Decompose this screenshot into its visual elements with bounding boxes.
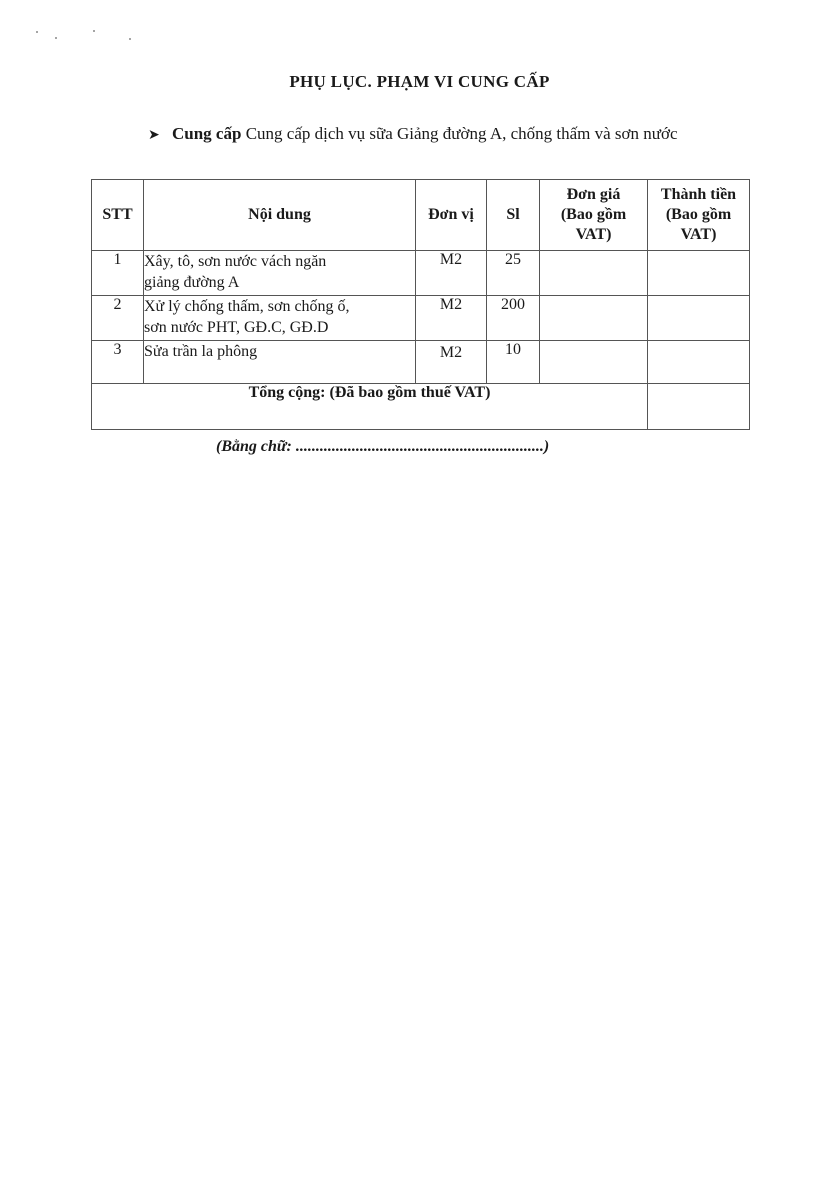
header-don-gia-line: Đơn giá [566, 186, 621, 203]
cell-don-gia [540, 341, 648, 384]
scope-table [91, 179, 750, 430]
header-thanh-tien-line: VAT) [680, 226, 717, 243]
header-noi-dung: Nội dung [144, 180, 416, 251]
supply-line [148, 124, 678, 144]
header-don-gia-line: (Bao gồm [560, 206, 627, 223]
total-label: Tổng cộng: (Đã bao gồm thuế VAT) [92, 384, 648, 430]
table-header-row [92, 180, 750, 251]
cell-total-value [648, 384, 750, 430]
scan-speck [36, 31, 38, 33]
cell-stt: 1 [92, 251, 144, 296]
scan-speck [129, 38, 131, 40]
cell-noi-dung [144, 251, 416, 296]
header-thanh-tien-line: Thành tiền [660, 186, 737, 203]
cell-thanh-tien [648, 341, 750, 384]
arrow-bullet-icon: ➤ [148, 128, 160, 143]
cell-stt: 3 [92, 341, 144, 384]
header-thanh-tien-line: (Bao gồm [665, 206, 732, 223]
table-row [92, 251, 750, 296]
cell-thanh-tien [648, 251, 750, 296]
cell-noi-dung-line: sơn nước PHT, GĐ.C, GĐ.D [144, 319, 329, 336]
page-title: PHỤ LỤC. PHẠM VI CUNG CẤP [289, 72, 550, 91]
cell-stt: 2 [92, 296, 144, 341]
cell-thanh-tien [648, 296, 750, 341]
cell-noi-dung [144, 296, 416, 341]
cell-don-gia [540, 251, 648, 296]
scan-speck [55, 37, 57, 39]
table-total-row [92, 384, 750, 430]
cell-sl: 25 [487, 251, 540, 296]
cell-noi-dung-line: Xây, tô, sơn nước vách ngăn [144, 253, 327, 270]
cell-don-vi: M2 [416, 296, 487, 341]
cell-noi-dung-line: giảng đường A [144, 274, 240, 291]
header-don-gia [540, 180, 648, 251]
amount-in-words: (Bằng chữ: ..............................................................) [216, 438, 550, 455]
cell-don-vi: M2 [416, 341, 487, 384]
cell-don-gia [540, 296, 648, 341]
cell-sl: 10 [487, 341, 540, 384]
header-don-vi: Đơn vị [416, 180, 487, 251]
header-stt: STT [92, 180, 144, 251]
cell-noi-dung-line: Sửa trần la phông [144, 343, 258, 360]
cell-noi-dung-line: Xử lý chống thấm, sơn chống ố, [144, 298, 350, 315]
header-don-gia-line: VAT) [575, 226, 612, 243]
header-sl: Sl [487, 180, 540, 251]
cell-sl: 200 [487, 296, 540, 341]
table-row [92, 341, 750, 384]
cell-noi-dung [144, 341, 416, 384]
cell-don-vi: M2 [416, 251, 487, 296]
supply-text: Cung cấp dịch vụ sữa Giảng đường A, chống thấm và sơn nước [245, 124, 678, 143]
table-row [92, 296, 750, 341]
scan-speck [93, 30, 95, 32]
header-thanh-tien [648, 180, 750, 251]
supply-label: Cung cấp [172, 124, 242, 143]
